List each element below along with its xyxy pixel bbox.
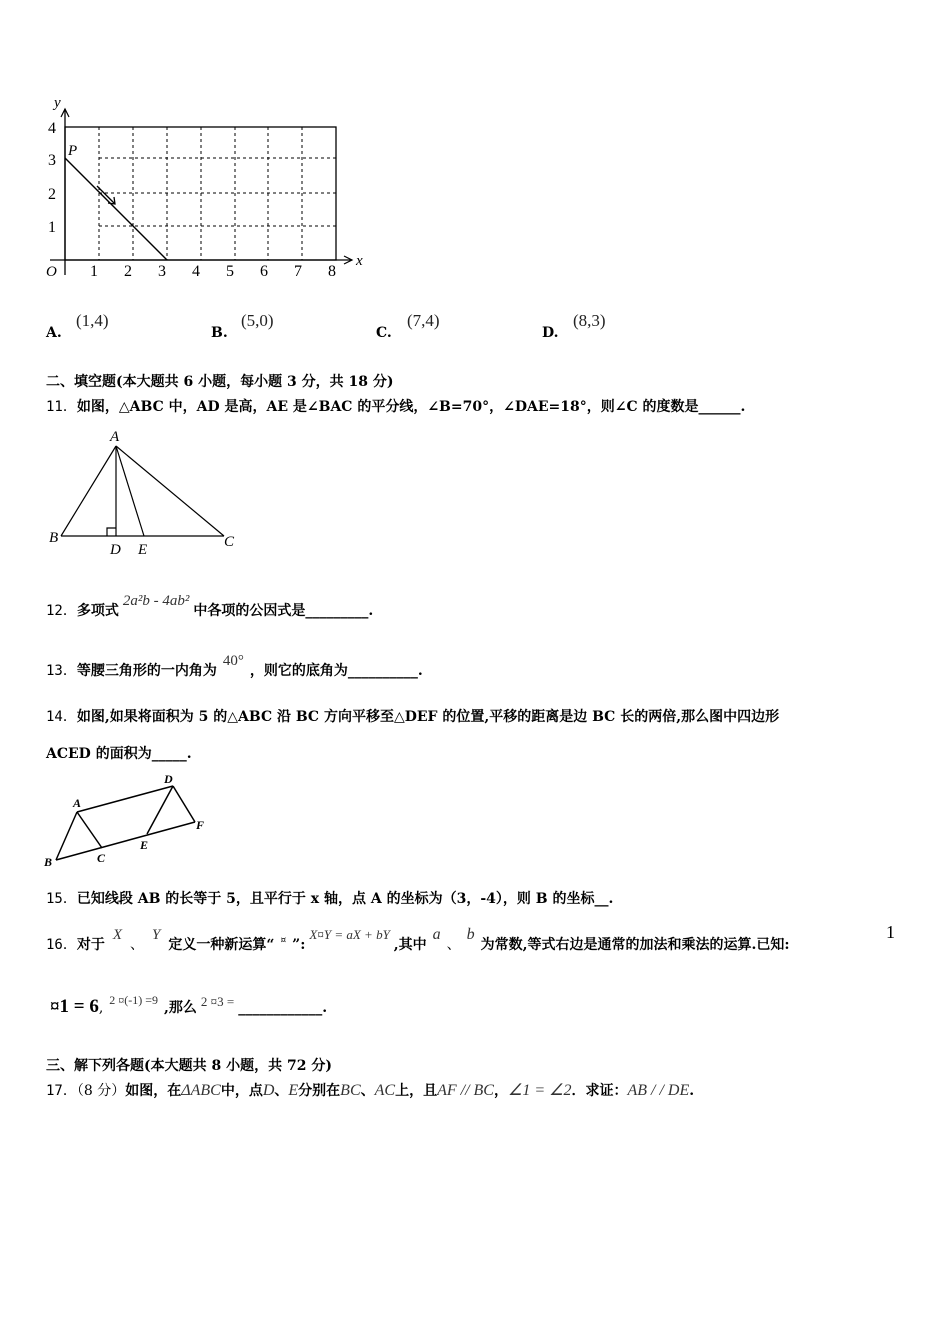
answer-blank: ____________. [238, 1000, 328, 1016]
var-b: b [466, 926, 475, 943]
text-part: 定义一种新运算“ [168, 937, 275, 953]
question-prefix: 等腰三角形的一内角为 [76, 663, 217, 679]
section-2-title: 二、填空题(本大题共 6 小题，每小题 3 分，共 18 分) [46, 374, 394, 390]
x-tick: 6 [260, 263, 268, 280]
separator: 、 [446, 937, 461, 953]
operator-symbol: ¤ [280, 936, 287, 946]
vertex-c-label: C [224, 534, 235, 550]
operation-formula: X¤Y = aX + bY [309, 927, 390, 942]
question-prefix: 多项式 [76, 603, 119, 619]
x-tick: 2 [124, 263, 132, 280]
question-number: 12． [46, 603, 77, 619]
question-suffix: 中各项的公因式是_________. [193, 603, 374, 619]
segment-bc: BC [340, 1082, 361, 1099]
text-part: 对于 [76, 937, 105, 953]
triangle-abc-figure [46, 428, 246, 558]
given-equation-1: ¤1 = 6 [50, 996, 99, 1017]
angle-condition: ∠1 = ∠2 [507, 1082, 572, 1099]
y-tick: 3 [48, 152, 56, 169]
origin-label: O [46, 264, 57, 280]
text-part: 分别在 [298, 1083, 341, 1099]
vertex-d-label: D [110, 542, 121, 558]
period: . [689, 1083, 695, 1099]
separator: 、 [130, 937, 145, 953]
vertex-d-label: D [164, 772, 173, 786]
question-12 [46, 593, 374, 620]
var-x: X [112, 927, 123, 943]
polynomial-expression: 2a²b - 4ab² [122, 593, 190, 609]
option-c-value: (7,4) [407, 311, 440, 330]
option-d-letter: D. [542, 325, 559, 341]
translated-triangles-figure [40, 770, 220, 870]
option-a-letter: A. [46, 325, 62, 341]
text-part: ”: [292, 937, 306, 953]
text-part: ,那么 [164, 1000, 197, 1016]
option-a-value: (1,4) [76, 311, 109, 330]
segment-ac: AC [374, 1082, 396, 1099]
vertex-f-label: F [196, 818, 205, 832]
question-14-line-2: ACED 的面积为_____. [46, 746, 192, 762]
coordinate-grid-figure [40, 95, 380, 280]
triangle-name: ΔABC [181, 1082, 221, 1099]
conclusion: AB / / DE [627, 1082, 690, 1099]
var-a: a [432, 926, 441, 943]
given-one: 1 [886, 922, 895, 942]
vertex-a-label: A [110, 429, 120, 445]
angle-expression: 40° [222, 653, 244, 669]
question-number: 11． [46, 399, 77, 415]
x-tick: 5 [226, 263, 234, 280]
text-part: ,其中 [393, 937, 427, 953]
option-d-value: (8,3) [573, 311, 606, 330]
question-text-line-1: 如图,如果将面积为 5 的△ABC 沿 BC 方向平移至△DEF 的位置,平移的距离是边 BC 长的两倍,那么图中四边形 [76, 709, 780, 725]
vertex-e-label: E [138, 542, 148, 558]
given-equation-2: 2 ¤(-1) =9 [109, 993, 159, 1007]
x-axis-label: x [356, 253, 363, 269]
question-14 [46, 706, 779, 726]
question-number: 17． [46, 1083, 77, 1099]
text-part: ， [493, 1083, 508, 1099]
point-e: E [288, 1082, 299, 1099]
separator: 、 [274, 1083, 289, 1099]
y-axis-label: y [54, 95, 61, 111]
question-number: 14． [46, 709, 77, 725]
question-15 [46, 888, 613, 908]
x-tick: 4 [192, 263, 200, 280]
var-y: Y [152, 927, 161, 943]
question-11 [46, 396, 745, 416]
question-number: 13． [46, 663, 77, 679]
text-part: 中，点 [220, 1083, 263, 1099]
text-part: 上，且 [395, 1083, 438, 1099]
question-number: 15． [46, 891, 77, 907]
x-tick: 3 [158, 263, 166, 280]
option-c-letter: C. [376, 325, 392, 341]
y-tick: 4 [48, 120, 56, 137]
text-part: 如图，在 [125, 1083, 182, 1099]
separator: 、 [360, 1083, 375, 1099]
x-tick: 7 [294, 263, 302, 280]
vertex-b-label: B [49, 530, 59, 546]
vertex-a-label: A [73, 796, 82, 810]
target-expression: 2 ¤3 = [200, 994, 235, 1009]
y-tick: 2 [48, 186, 56, 203]
option-b-value: (5,0) [241, 311, 274, 330]
text-part: 为常数,等式右边是通常的加法和乘法的运算.已知: [480, 937, 790, 953]
x-tick: 8 [328, 263, 336, 280]
vertex-c-label: C [97, 851, 106, 865]
question-16-line-2 [50, 993, 328, 1018]
comma: , [98, 1000, 104, 1016]
score: （8 分） [76, 1083, 126, 1099]
section-3-title: 三、解下列各题(本大题共 8 小题，共 72 分) [46, 1058, 332, 1074]
question-number: 16． [46, 937, 77, 953]
question-suffix: ，则它的底角为__________. [249, 663, 423, 679]
y-tick: 1 [48, 219, 56, 236]
question-16 [46, 926, 790, 954]
point-p-label: P [68, 143, 78, 159]
x-tick: 1 [90, 263, 98, 280]
question-text: 已知线段 AB 的长等于 5，且平行于 x 轴，点 A 的坐标为（3，-4），则 B 的坐标__. [76, 891, 614, 907]
vertex-b-label: B [44, 855, 53, 869]
parallel-condition: AF // BC [437, 1082, 494, 1099]
point-d: D [262, 1082, 275, 1099]
question-17 [46, 1080, 694, 1100]
text-part: ．求证： [571, 1083, 628, 1099]
question-13 [46, 653, 423, 680]
vertex-e-label: E [140, 838, 149, 852]
option-b-letter: B. [211, 325, 228, 341]
question-text: 如图，△ABC 中，AD 是高，AE 是∠BAC 的平分线，∠B=70°，∠DAE=18°，则∠C 的度数是______. [76, 399, 746, 415]
